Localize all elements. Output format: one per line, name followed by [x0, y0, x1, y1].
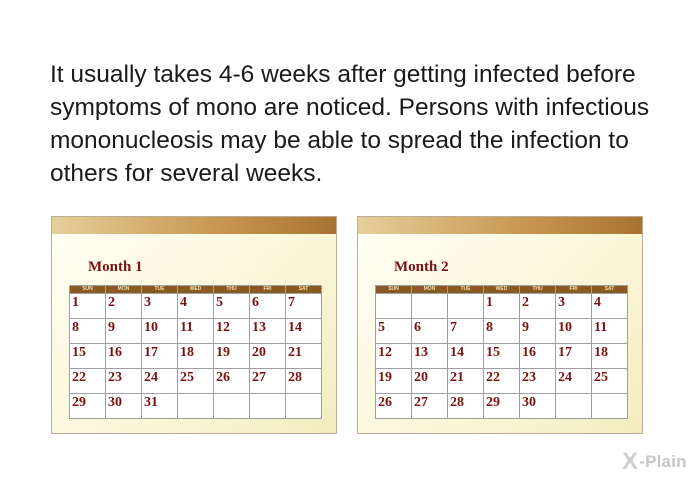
- week-row: [376, 369, 628, 394]
- day-number: 28: [450, 395, 464, 410]
- day-cell: [412, 369, 448, 394]
- day-cell: [376, 369, 412, 394]
- day-number: 28: [288, 370, 302, 385]
- day-cell: [70, 319, 106, 344]
- day-cell: [286, 294, 322, 319]
- day-cell: [448, 319, 484, 344]
- day-cell: [412, 394, 448, 419]
- day-cell: [70, 394, 106, 419]
- info-paragraph: It usually takes 4-6 weeks after getting infected before symptoms of mono are noticed. Persons with infectious mononucleosis may be able to spread the infection to others for several weeks.: [50, 61, 650, 187]
- weekday-header: WED: [178, 286, 214, 294]
- day-number: 17: [558, 345, 572, 360]
- day-cell: [250, 394, 286, 419]
- weekday-header: MON: [106, 286, 142, 294]
- weekday-header: MON: [412, 286, 448, 294]
- day-cell: [484, 319, 520, 344]
- week-row: [376, 344, 628, 369]
- day-number: 9: [522, 320, 529, 335]
- day-cell: [106, 394, 142, 419]
- day-number: 12: [216, 320, 230, 335]
- day-cell: [556, 369, 592, 394]
- calendar-card-month-2: [357, 216, 643, 434]
- day-cell: [484, 294, 520, 319]
- day-number: 7: [288, 295, 295, 310]
- day-number: 16: [108, 345, 122, 360]
- weekday-header: TUE: [448, 286, 484, 294]
- day-cell: [106, 369, 142, 394]
- day-number: 1: [486, 295, 493, 310]
- logo-x-mark: X: [622, 448, 639, 475]
- day-cell: [286, 344, 322, 369]
- logo-text: -Plain: [639, 452, 687, 471]
- day-number: 27: [414, 395, 428, 410]
- day-cell: [286, 369, 322, 394]
- day-cell: [214, 369, 250, 394]
- day-number: 2: [108, 295, 115, 310]
- day-cell: [70, 369, 106, 394]
- weekday-header: FRI: [250, 286, 286, 294]
- day-cell: [448, 294, 484, 319]
- day-cell: [250, 369, 286, 394]
- day-cell: [412, 319, 448, 344]
- week-row: [70, 394, 322, 419]
- day-number: 29: [486, 395, 500, 410]
- day-cell: [178, 344, 214, 369]
- day-cell: [214, 394, 250, 419]
- day-number: 21: [288, 345, 302, 360]
- calendar-card-month-1: [51, 216, 337, 434]
- day-cell: [520, 369, 556, 394]
- day-cell: [484, 394, 520, 419]
- day-number: 24: [558, 370, 572, 385]
- day-cell: [484, 344, 520, 369]
- day-number: 18: [594, 345, 608, 360]
- day-number: 30: [108, 395, 122, 410]
- day-number: 14: [288, 320, 302, 335]
- day-number: [178, 394, 213, 396]
- day-cell: [214, 344, 250, 369]
- weekday-header-row: [70, 286, 322, 294]
- day-number: 19: [216, 345, 230, 360]
- day-number: 6: [414, 320, 421, 335]
- day-number: 11: [180, 320, 194, 335]
- day-number: [214, 394, 249, 396]
- day-number: 4: [180, 295, 187, 310]
- day-number: 3: [144, 295, 151, 310]
- day-cell: [556, 319, 592, 344]
- day-number: 15: [486, 345, 500, 360]
- day-number: 3: [558, 295, 565, 310]
- weekday-header: SAT: [286, 286, 322, 294]
- day-number: [556, 394, 591, 396]
- day-number: 20: [252, 345, 266, 360]
- day-cell: [286, 319, 322, 344]
- day-cell: [214, 319, 250, 344]
- day-cell: [106, 294, 142, 319]
- week-row: [70, 344, 322, 369]
- day-cell: [178, 319, 214, 344]
- day-number: 29: [72, 395, 86, 410]
- day-cell: [592, 294, 628, 319]
- day-number: 21: [450, 370, 464, 385]
- day-cell: [520, 319, 556, 344]
- week-row: [70, 369, 322, 394]
- day-number: 13: [414, 345, 428, 360]
- week-row: [376, 294, 628, 319]
- day-number: 6: [252, 295, 259, 310]
- week-row: [376, 319, 628, 344]
- day-number: 10: [144, 320, 158, 335]
- day-number: [448, 294, 483, 296]
- day-number: 17: [144, 345, 158, 360]
- weekday-header-row: [376, 286, 628, 294]
- day-cell: [412, 294, 448, 319]
- day-number: 25: [180, 370, 194, 385]
- day-number: [412, 294, 447, 296]
- day-cell: [250, 294, 286, 319]
- xplain-logo: [622, 448, 687, 476]
- day-cell: [448, 394, 484, 419]
- day-number: 15: [72, 345, 86, 360]
- day-number: 27: [252, 370, 266, 385]
- week-row: [70, 319, 322, 344]
- day-cell: [250, 344, 286, 369]
- day-cell: [376, 294, 412, 319]
- day-cell: [592, 369, 628, 394]
- day-number: 12: [378, 345, 392, 360]
- day-number: 26: [216, 370, 230, 385]
- day-cell: [142, 294, 178, 319]
- weekday-header: WED: [484, 286, 520, 294]
- day-number: 22: [72, 370, 86, 385]
- weekday-header: FRI: [556, 286, 592, 294]
- calendar-grid: [69, 285, 322, 419]
- day-number: 5: [216, 295, 223, 310]
- day-cell: [70, 294, 106, 319]
- day-cell: [70, 344, 106, 369]
- day-cell: [556, 344, 592, 369]
- day-cell: [592, 394, 628, 419]
- day-cell: [376, 344, 412, 369]
- week-row: [70, 294, 322, 319]
- day-cell: [484, 369, 520, 394]
- day-number: 14: [450, 345, 464, 360]
- day-cell: [592, 344, 628, 369]
- day-number: 24: [144, 370, 158, 385]
- day-cell: [286, 394, 322, 419]
- day-cell: [520, 394, 556, 419]
- day-cell: [376, 319, 412, 344]
- day-number: 20: [414, 370, 428, 385]
- day-number: 10: [558, 320, 572, 335]
- day-cell: [142, 369, 178, 394]
- day-number: [592, 394, 627, 396]
- day-number: 19: [378, 370, 392, 385]
- day-number: 13: [252, 320, 266, 335]
- calendar-title: Month 1: [88, 259, 143, 275]
- day-cell: [142, 394, 178, 419]
- day-number: 5: [378, 320, 385, 335]
- day-cell: [106, 319, 142, 344]
- weekday-header: SUN: [70, 286, 106, 294]
- day-number: 2: [522, 295, 529, 310]
- day-cell: [250, 319, 286, 344]
- day-number: [286, 394, 321, 396]
- day-cell: [592, 319, 628, 344]
- weekday-header: SUN: [376, 286, 412, 294]
- week-row: [376, 394, 628, 419]
- day-cell: [142, 344, 178, 369]
- day-cell: [556, 294, 592, 319]
- day-number: 25: [594, 370, 608, 385]
- weekday-header: THU: [214, 286, 250, 294]
- day-number: 22: [486, 370, 500, 385]
- day-cell: [178, 394, 214, 419]
- day-number: 4: [594, 295, 601, 310]
- day-cell: [376, 394, 412, 419]
- day-number: 1: [72, 295, 79, 310]
- day-cell: [556, 394, 592, 419]
- card-header-bar: [52, 217, 336, 234]
- day-cell: [178, 369, 214, 394]
- day-cell: [142, 319, 178, 344]
- day-number: 31: [144, 395, 158, 410]
- day-cell: [178, 294, 214, 319]
- day-number: 16: [522, 345, 536, 360]
- day-cell: [214, 294, 250, 319]
- day-number: 23: [108, 370, 122, 385]
- weekday-header: THU: [520, 286, 556, 294]
- day-cell: [520, 344, 556, 369]
- calendar-grid: [375, 285, 628, 419]
- day-number: 18: [180, 345, 194, 360]
- day-number: 26: [378, 395, 392, 410]
- day-cell: [448, 344, 484, 369]
- card-header-bar: [358, 217, 642, 234]
- day-number: 11: [594, 320, 608, 335]
- day-cell: [448, 369, 484, 394]
- weekday-header: TUE: [142, 286, 178, 294]
- day-number: 9: [108, 320, 115, 335]
- day-number: 8: [486, 320, 493, 335]
- day-cell: [520, 294, 556, 319]
- day-cell: [106, 344, 142, 369]
- day-number: 8: [72, 320, 79, 335]
- calendar-title: Month 2: [394, 259, 449, 275]
- weekday-header: SAT: [592, 286, 628, 294]
- day-number: [250, 394, 285, 396]
- day-number: 30: [522, 395, 536, 410]
- day-number: 23: [522, 370, 536, 385]
- day-number: [376, 294, 411, 296]
- day-number: 7: [450, 320, 457, 335]
- day-cell: [412, 344, 448, 369]
